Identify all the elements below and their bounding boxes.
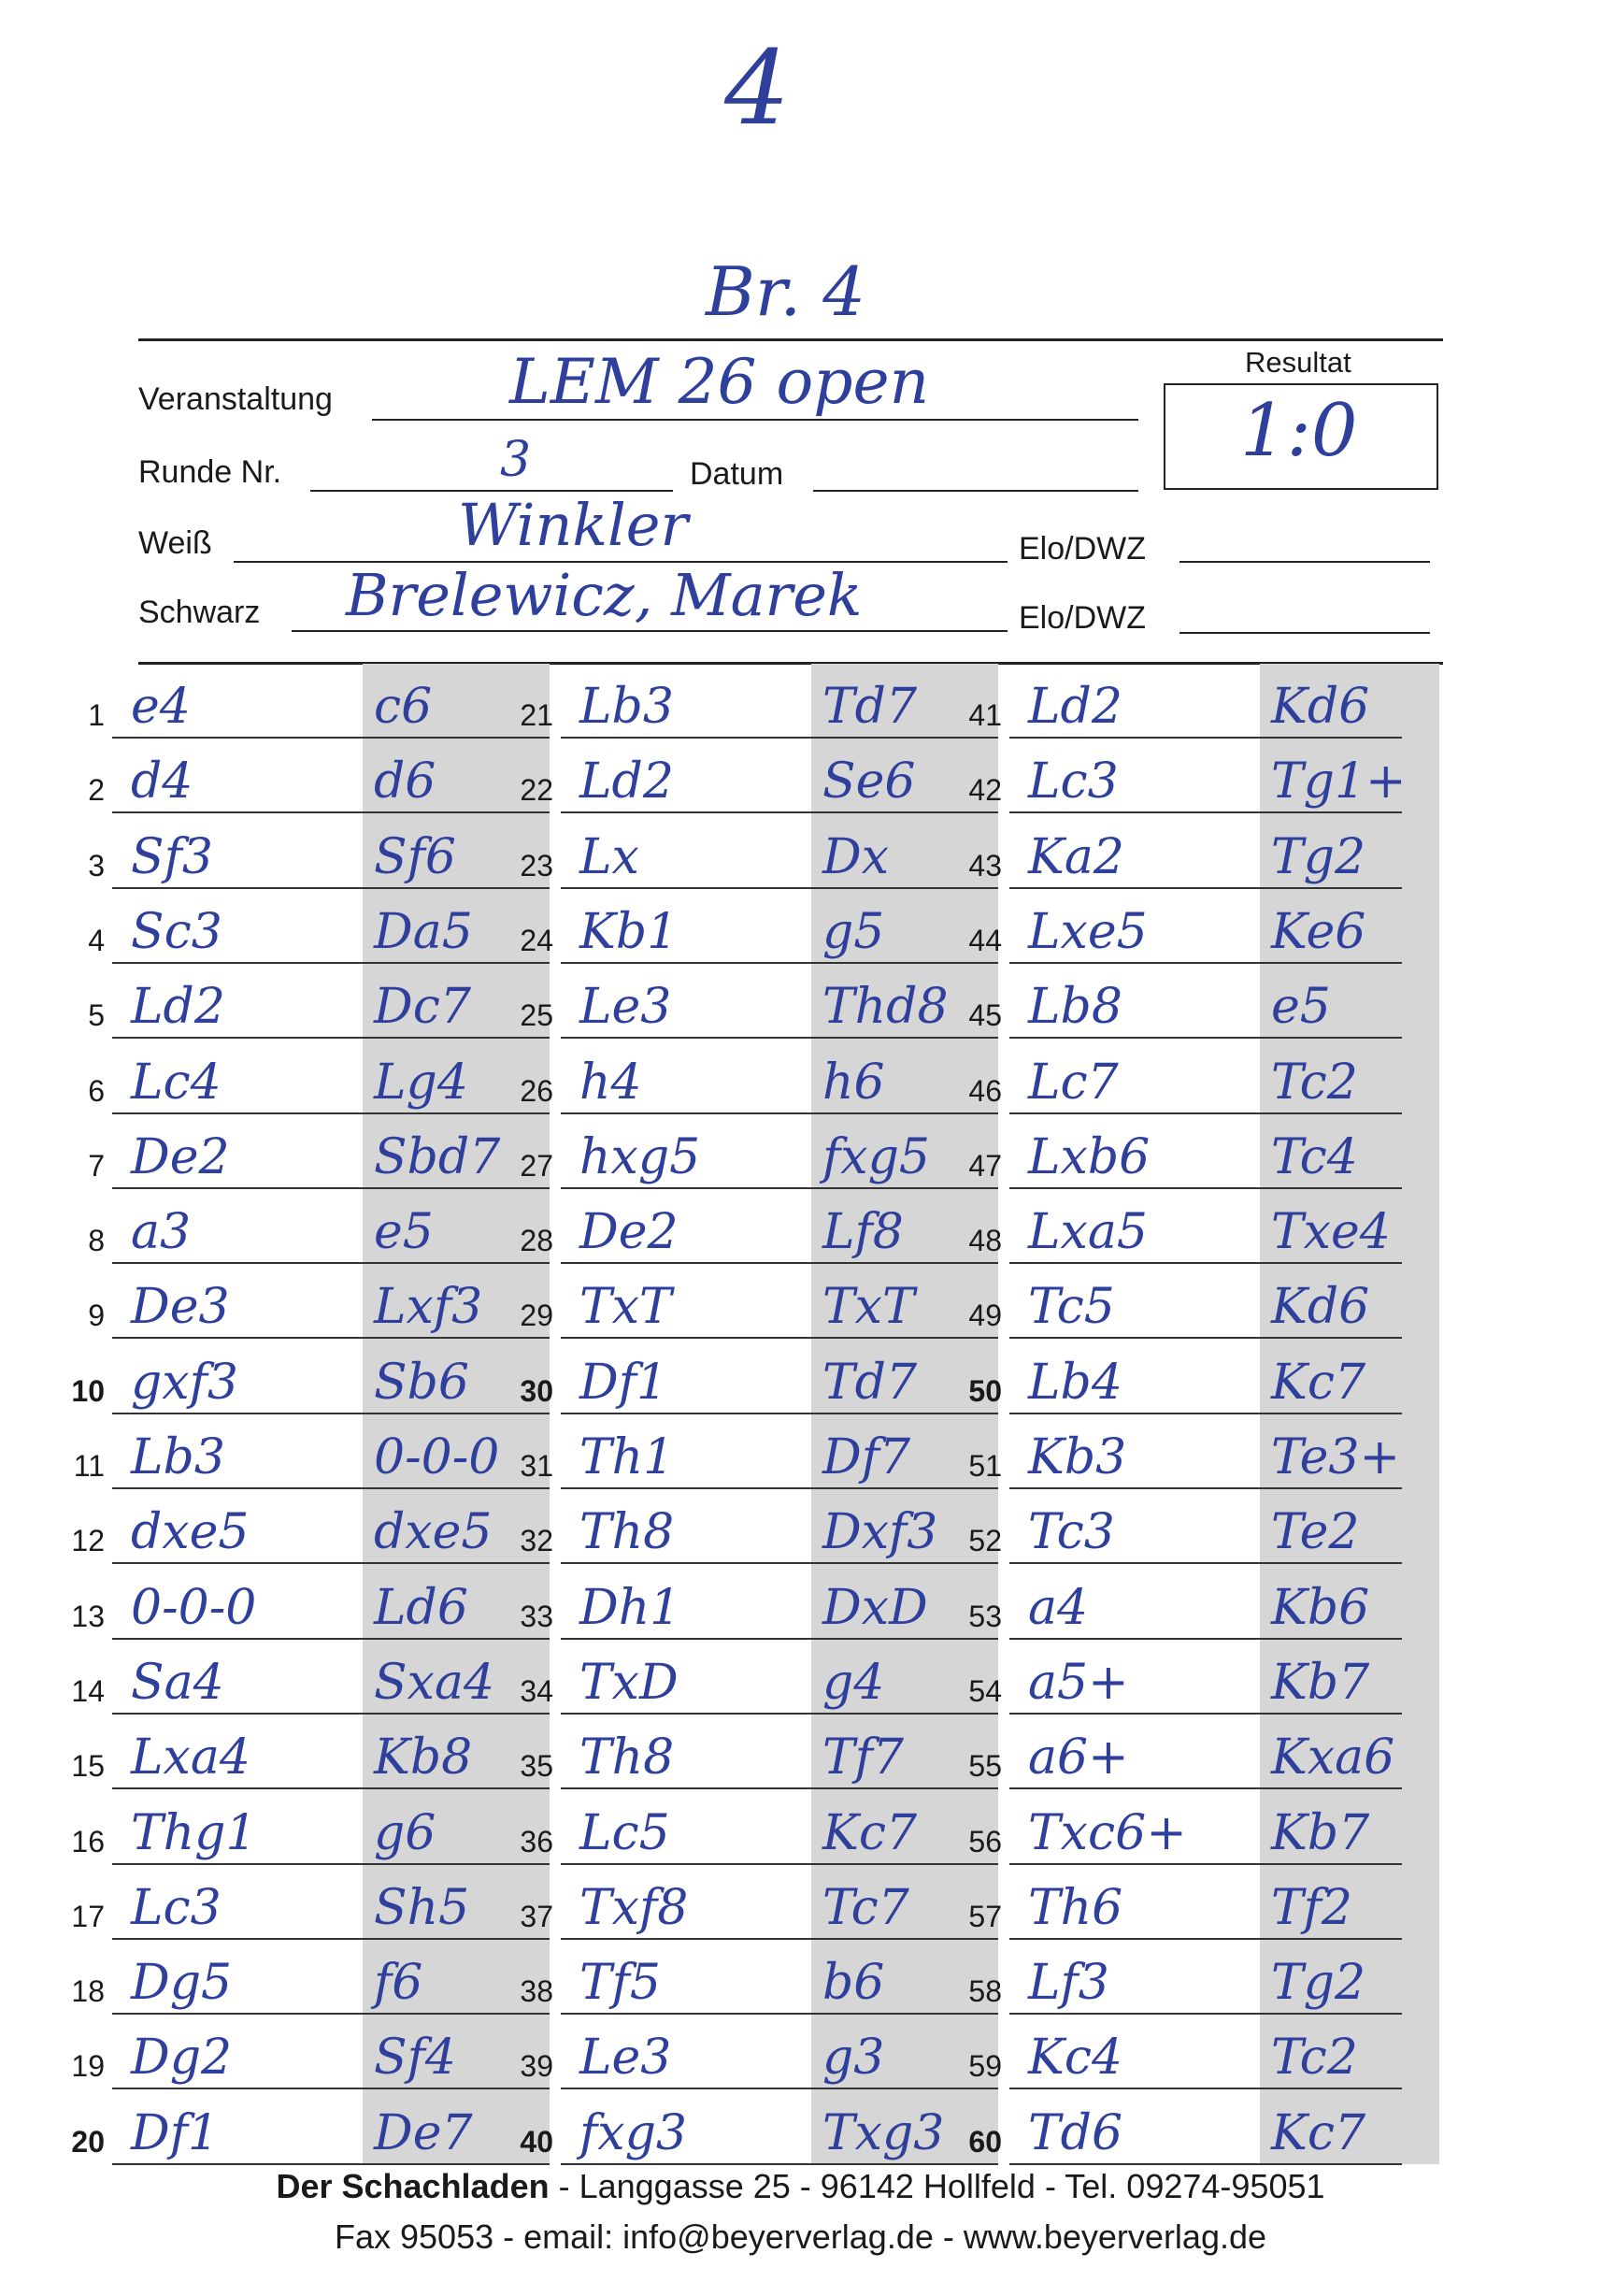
black-move[interactable]: Kxa6 xyxy=(1271,1729,1395,1787)
move-row xyxy=(71,1340,551,1414)
white-move[interactable]: Lxb6 xyxy=(1028,1128,1151,1185)
black-move[interactable]: h6 xyxy=(822,1054,885,1111)
white-move[interactable]: Ka2 xyxy=(1028,828,1124,885)
black-move[interactable]: Kb7 xyxy=(1271,1804,1370,1861)
move-row xyxy=(71,1640,551,1715)
white-move[interactable]: Ld2 xyxy=(579,753,674,811)
move-number: 28 xyxy=(520,1224,553,1258)
move-row xyxy=(88,1114,551,1189)
date-label: Datum xyxy=(690,456,784,492)
black-move[interactable]: d6 xyxy=(374,753,436,811)
black-move[interactable]: fxg5 xyxy=(822,1128,930,1185)
move-row xyxy=(88,739,551,813)
move-number: 42 xyxy=(968,773,1002,808)
move-row xyxy=(88,814,551,889)
black-move[interactable]: Ld6 xyxy=(374,1579,468,1636)
move-row xyxy=(520,1865,1000,1940)
move-number: 39 xyxy=(520,2049,553,2084)
white-move[interactable]: Txf8 xyxy=(579,1879,689,1936)
move-number: 36 xyxy=(520,1824,553,1858)
move-line xyxy=(112,2163,550,2165)
move-row xyxy=(88,1040,551,1114)
white-move[interactable]: Th8 xyxy=(579,1504,675,1561)
move-number: 51 xyxy=(968,1449,1002,1483)
move-number: 8 xyxy=(88,1224,105,1258)
move-number: 41 xyxy=(968,698,1002,732)
white-move[interactable]: De3 xyxy=(131,1279,230,1336)
move-number: 30 xyxy=(520,1373,553,1408)
move-number: 31 xyxy=(520,1449,553,1483)
black-move[interactable]: Df7 xyxy=(822,1429,911,1485)
white-move[interactable]: TxD xyxy=(579,1654,679,1711)
move-row xyxy=(968,1189,1449,1264)
black-move[interactable]: Tg2 xyxy=(1271,1955,1366,2012)
move-number: 38 xyxy=(520,1974,553,2009)
event-line xyxy=(372,419,1138,421)
white-move[interactable]: Lb8 xyxy=(1028,979,1122,1036)
move-row xyxy=(968,1040,1449,1114)
white-move[interactable]: a6+ xyxy=(1028,1729,1129,1787)
white-move[interactable]: Lb3 xyxy=(579,679,674,735)
black-move[interactable]: Kc7 xyxy=(1271,1354,1366,1411)
move-number: 48 xyxy=(968,1224,1002,1258)
move-number: 45 xyxy=(968,998,1002,1033)
white-move[interactable]: a4 xyxy=(1028,1579,1089,1636)
move-row xyxy=(968,2015,1449,2089)
black-move[interactable]: Dx xyxy=(822,828,890,885)
move-row xyxy=(88,964,551,1039)
white-move[interactable]: De2 xyxy=(131,1128,230,1185)
move-number: 29 xyxy=(520,1299,553,1333)
move-number: 50 xyxy=(968,1373,1002,1408)
move-number: 52 xyxy=(968,1524,1002,1558)
move-row xyxy=(71,1565,551,1640)
round-label: Runde Nr. xyxy=(138,454,282,490)
white-move[interactable]: d4 xyxy=(131,753,193,811)
black-move[interactable]: Tg2 xyxy=(1271,828,1366,885)
black-move[interactable]: Lf8 xyxy=(822,1204,904,1261)
move-number: 6 xyxy=(88,1073,105,1108)
move-number: 24 xyxy=(520,923,553,957)
white-move[interactable]: Lxe5 xyxy=(1028,903,1148,960)
black-label: Schwarz xyxy=(138,595,261,630)
move-number: 56 xyxy=(968,1824,1002,1858)
white-move[interactable]: Thg1 xyxy=(131,1804,257,1861)
white-move[interactable]: Tc5 xyxy=(1028,1279,1115,1336)
white-move[interactable]: Lc3 xyxy=(131,1879,222,1936)
black-move[interactable]: Da5 xyxy=(374,903,473,960)
move-row xyxy=(520,1414,1000,1489)
white-move[interactable]: Lb4 xyxy=(1028,1354,1122,1411)
move-row xyxy=(520,1189,1000,1264)
white-move[interactable]: Lxa5 xyxy=(1028,1204,1148,1261)
black-move[interactable]: g3 xyxy=(822,2030,885,2087)
move-number: 18 xyxy=(71,1974,105,2009)
move-row xyxy=(520,814,1000,889)
move-number: 19 xyxy=(71,2049,105,2084)
black-elo-line xyxy=(1179,632,1430,634)
white-move[interactable]: e4 xyxy=(131,679,191,735)
black-elo-label: Elo/DWZ xyxy=(1019,600,1146,636)
white-move[interactable]: fxg3 xyxy=(579,2104,687,2161)
move-row xyxy=(88,1264,551,1339)
move-number: 59 xyxy=(968,2049,1002,2084)
move-row xyxy=(520,1114,1000,1189)
move-number: 47 xyxy=(968,1148,1002,1183)
move-row xyxy=(520,1640,1000,1715)
move-row xyxy=(71,1790,551,1865)
move-row xyxy=(968,1340,1449,1414)
white-move[interactable]: Kc4 xyxy=(1028,2030,1123,2087)
white-move[interactable]: Kb1 xyxy=(579,903,679,960)
white-elo-line xyxy=(1179,561,1430,563)
move-row xyxy=(71,1865,551,1940)
move-row xyxy=(968,1565,1449,1640)
move-row xyxy=(520,2090,1000,2165)
black-move[interactable]: Dc7 xyxy=(374,979,471,1036)
black-move[interactable]: Td7 xyxy=(822,1354,918,1411)
black-move[interactable]: g5 xyxy=(822,903,885,960)
move-number: 12 xyxy=(71,1524,105,1558)
move-number: 46 xyxy=(968,1073,1002,1108)
move-number: 33 xyxy=(520,1599,553,1633)
date-line xyxy=(813,490,1138,492)
black-move[interactable]: Kc7 xyxy=(822,1804,918,1861)
move-number: 49 xyxy=(968,1299,1002,1333)
white-move[interactable]: Lc7 xyxy=(1028,1054,1119,1111)
black-move[interactable]: Tf7 xyxy=(822,1729,905,1787)
move-line xyxy=(561,2163,998,2165)
white-move[interactable]: Lxa4 xyxy=(131,1729,250,1787)
move-number: 9 xyxy=(88,1299,105,1333)
move-number: 34 xyxy=(520,1673,553,1708)
black-move[interactable]: Kd6 xyxy=(1271,679,1370,735)
move-row xyxy=(968,1264,1449,1339)
white-move[interactable]: dxe5 xyxy=(131,1504,250,1561)
white-move[interactable]: Th8 xyxy=(579,1729,675,1787)
white-move[interactable]: Sf3 xyxy=(131,828,213,885)
result-value: 1:0 xyxy=(1240,389,1358,473)
move-row xyxy=(88,889,551,964)
black-move[interactable]: Kd6 xyxy=(1271,1279,1370,1336)
black-move[interactable]: Kb8 xyxy=(374,1729,473,1787)
move-row xyxy=(520,1040,1000,1114)
white-move[interactable]: h4 xyxy=(579,1054,642,1111)
move-row xyxy=(520,739,1000,813)
top-rule xyxy=(138,338,1443,341)
move-number: 16 xyxy=(71,1824,105,1858)
black-move[interactable]: 0-0-0 xyxy=(374,1429,500,1485)
black-move[interactable]: Txg3 xyxy=(822,2104,945,2161)
move-row xyxy=(968,739,1449,813)
black-move[interactable]: dxe5 xyxy=(374,1504,493,1561)
white-move[interactable]: De2 xyxy=(579,1204,679,1261)
white-move[interactable]: Th6 xyxy=(1028,1879,1123,1936)
move-number: 11 xyxy=(73,1449,105,1483)
move-row xyxy=(968,1865,1449,1940)
black-move[interactable]: Te3+ xyxy=(1271,1429,1401,1485)
move-number: 26 xyxy=(520,1073,553,1108)
black-move[interactable]: TxT xyxy=(822,1279,915,1336)
move-row xyxy=(71,1940,551,2015)
move-row xyxy=(968,1640,1449,1715)
move-number: 25 xyxy=(520,998,553,1033)
white-move[interactable]: Txc6+ xyxy=(1028,1804,1187,1861)
white-move[interactable]: Ld2 xyxy=(131,979,225,1036)
black-move[interactable]: Sbd7 xyxy=(374,1128,501,1185)
white-label: Weiß xyxy=(138,525,212,561)
result-label: Resultat xyxy=(1245,346,1351,379)
white-move[interactable]: Dg2 xyxy=(131,2030,233,2087)
event-label: Veranstaltung xyxy=(138,381,333,417)
move-row xyxy=(520,664,1000,739)
white-move[interactable]: Tc3 xyxy=(1028,1504,1115,1561)
move-row xyxy=(520,1489,1000,1564)
white-move[interactable]: Sc3 xyxy=(131,903,222,960)
black-move[interactable]: b6 xyxy=(822,1955,885,2012)
move-number: 20 xyxy=(71,2124,105,2159)
move-row xyxy=(520,2015,1000,2089)
move-number: 4 xyxy=(88,923,105,957)
move-row xyxy=(968,964,1449,1039)
white-move[interactable]: Dg5 xyxy=(131,1955,233,2012)
black-move[interactable]: Lg4 xyxy=(374,1054,468,1111)
move-number: 1 xyxy=(88,698,105,732)
move-number: 5 xyxy=(88,998,105,1033)
move-number: 32 xyxy=(520,1524,553,1558)
black-move[interactable]: e5 xyxy=(374,1204,434,1261)
move-number: 15 xyxy=(71,1749,105,1784)
white-move[interactable]: Td6 xyxy=(1028,2104,1123,2161)
move-row xyxy=(520,1715,1000,1789)
move-number: 14 xyxy=(71,1673,105,1708)
move-number: 35 xyxy=(520,1749,553,1784)
move-number: 60 xyxy=(968,2124,1002,2159)
white-move[interactable]: Th1 xyxy=(579,1429,675,1485)
white-move[interactable]: Df1 xyxy=(131,2104,220,2161)
move-row xyxy=(71,1489,551,1564)
moves-table xyxy=(71,664,1439,2164)
move-number: 44 xyxy=(968,923,1002,957)
sheet-number: 4 xyxy=(724,28,790,148)
white-move[interactable]: gxf3 xyxy=(131,1354,238,1411)
black-move[interactable]: Sb6 xyxy=(374,1354,469,1411)
move-row xyxy=(520,1340,1000,1414)
white-move[interactable]: Sa4 xyxy=(131,1654,224,1711)
black-move[interactable]: Txe4 xyxy=(1271,1204,1391,1261)
move-row xyxy=(968,2090,1449,2165)
move-row xyxy=(968,1715,1449,1789)
white-move[interactable]: Lc5 xyxy=(579,1804,670,1861)
white-move[interactable]: 0-0-0 xyxy=(131,1579,257,1636)
white-move[interactable]: Ld2 xyxy=(1028,679,1122,735)
move-row xyxy=(520,1790,1000,1865)
black-move[interactable]: Kc7 xyxy=(1271,2104,1366,2161)
white-move[interactable]: Lx xyxy=(579,828,639,885)
white-move[interactable]: Tf5 xyxy=(579,1955,662,2012)
move-row xyxy=(88,1189,551,1264)
white-move[interactable]: a5+ xyxy=(1028,1654,1129,1711)
move-row xyxy=(520,889,1000,964)
black-move[interactable]: Kb7 xyxy=(1271,1654,1370,1711)
move-row xyxy=(73,1414,551,1489)
move-number: 55 xyxy=(968,1749,1002,1784)
move-row xyxy=(520,964,1000,1039)
white-move[interactable]: TxT xyxy=(579,1279,672,1336)
black-move[interactable]: Tf2 xyxy=(1271,1879,1353,1936)
black-move[interactable]: Tc2 xyxy=(1271,1054,1358,1111)
black-move[interactable]: Tc4 xyxy=(1271,1128,1358,1185)
move-row xyxy=(71,2015,551,2089)
black-move[interactable]: Sf6 xyxy=(374,828,456,885)
move-number: 54 xyxy=(968,1673,1002,1708)
white-move[interactable]: Lc3 xyxy=(1028,753,1119,811)
move-number: 58 xyxy=(968,1974,1002,2009)
black-move[interactable]: g4 xyxy=(822,1654,885,1711)
move-row xyxy=(968,814,1449,889)
move-number: 13 xyxy=(71,1599,105,1633)
black-move[interactable]: Sf4 xyxy=(374,2030,456,2087)
move-number: 21 xyxy=(520,698,553,732)
white-value[interactable]: Winkler xyxy=(458,491,689,559)
move-number: 40 xyxy=(520,2124,553,2159)
white-move[interactable]: Le3 xyxy=(579,979,672,1036)
move-number: 27 xyxy=(520,1148,553,1183)
footer-line-1 xyxy=(0,2167,1601,2206)
black-value[interactable]: Brelewicz, Marek xyxy=(346,561,863,629)
result-box[interactable] xyxy=(1164,383,1438,490)
move-number: 3 xyxy=(88,848,105,883)
black-move[interactable]: Td7 xyxy=(822,679,918,735)
white-move[interactable]: Kb3 xyxy=(1028,1429,1127,1485)
move-number: 53 xyxy=(968,1599,1002,1633)
footer-brand: Der Schachladen xyxy=(276,2167,550,2205)
black-move[interactable]: Sh5 xyxy=(374,1879,470,1936)
black-move[interactable]: Tc2 xyxy=(1271,2030,1358,2087)
black-move[interactable]: Thd8 xyxy=(822,979,949,1036)
black-move[interactable]: Te2 xyxy=(1271,1504,1360,1561)
move-number: 37 xyxy=(520,1899,553,1933)
black-move[interactable]: Ke6 xyxy=(1271,903,1366,960)
white-move[interactable]: Dh1 xyxy=(579,1579,681,1636)
move-number: 23 xyxy=(520,848,553,883)
move-row xyxy=(968,889,1449,964)
move-row xyxy=(520,1940,1000,2015)
move-row xyxy=(968,664,1449,739)
move-number: 7 xyxy=(88,1148,105,1183)
move-row xyxy=(520,1264,1000,1339)
white-move[interactable]: Lc4 xyxy=(131,1054,222,1111)
round-value[interactable]: 3 xyxy=(500,432,532,488)
black-move[interactable]: Sxa4 xyxy=(374,1654,495,1711)
move-number: 2 xyxy=(88,773,105,808)
white-move[interactable]: a3 xyxy=(131,1204,192,1261)
move-row xyxy=(520,1565,1000,1640)
white-move[interactable]: Lb3 xyxy=(131,1429,225,1485)
footer-address: - Langgasse 25 - 96142 Hollfeld - Tel. 09274-95051 xyxy=(549,2167,1325,2205)
move-number: 22 xyxy=(520,773,553,808)
white-move[interactable]: Lf3 xyxy=(1028,1955,1109,2012)
move-number: 10 xyxy=(71,1373,105,1408)
white-move[interactable]: hxg5 xyxy=(579,1128,701,1185)
board-number: Br. 4 xyxy=(706,252,865,331)
black-move[interactable]: Tg1+ xyxy=(1271,753,1407,811)
move-row xyxy=(88,664,551,739)
move-number: 57 xyxy=(968,1899,1002,1933)
black-line xyxy=(292,630,1008,632)
black-move[interactable]: Kb6 xyxy=(1271,1579,1370,1636)
move-row xyxy=(968,1790,1449,1865)
move-number: 17 xyxy=(71,1899,105,1933)
black-move[interactable]: Se6 xyxy=(822,753,916,811)
black-move[interactable]: g6 xyxy=(374,1804,436,1861)
white-elo-label: Elo/DWZ xyxy=(1019,531,1146,567)
move-row xyxy=(968,1414,1449,1489)
move-row xyxy=(968,1940,1449,2015)
black-move[interactable]: DxD xyxy=(822,1579,928,1636)
black-move[interactable]: Tc7 xyxy=(822,1879,909,1936)
black-move[interactable]: f6 xyxy=(374,1955,423,2012)
black-move[interactable]: c6 xyxy=(374,679,433,735)
move-row xyxy=(71,2090,551,2165)
white-move[interactable]: Le3 xyxy=(579,2030,672,2087)
black-move[interactable]: Lxf3 xyxy=(374,1279,483,1336)
move-row xyxy=(968,1114,1449,1189)
move-number: 43 xyxy=(968,848,1002,883)
move-row xyxy=(71,1715,551,1789)
event-value[interactable]: LEM 26 open xyxy=(509,346,930,418)
black-move[interactable]: e5 xyxy=(1271,979,1331,1036)
black-move[interactable]: De7 xyxy=(374,2104,473,2161)
white-move[interactable]: Df1 xyxy=(579,1354,668,1411)
move-line xyxy=(1009,2163,1402,2165)
black-move[interactable]: Dxf3 xyxy=(822,1504,938,1561)
footer-contact: Fax 95053 - email: info@beyerverlag.de - www.beyerverlag.de xyxy=(334,2217,1267,2256)
move-row xyxy=(968,1489,1449,1564)
